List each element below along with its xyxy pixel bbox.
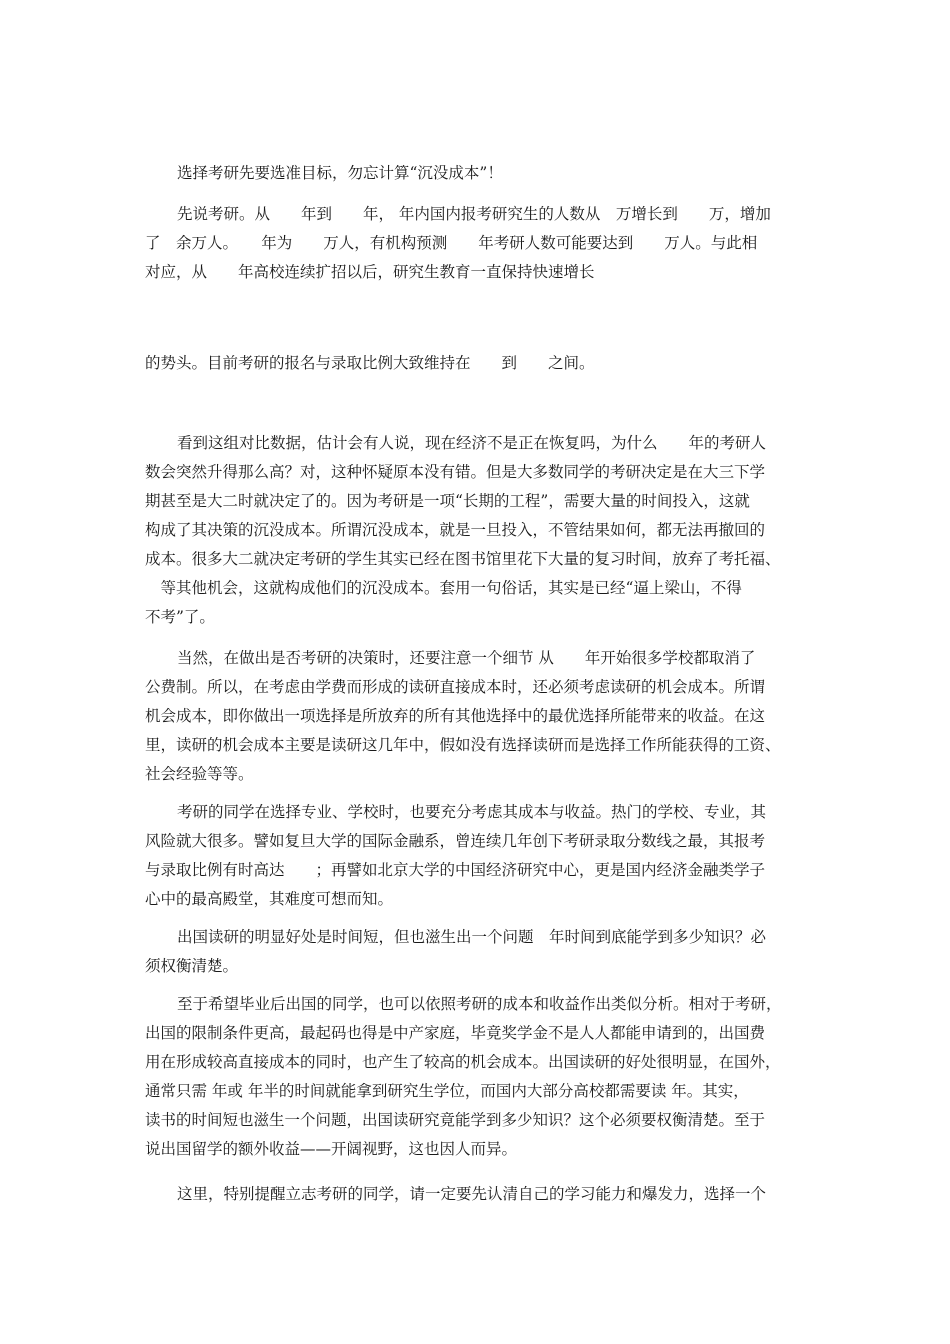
text-line: 对应，从 年高校连续扩招以后，研究生教育一直保持快速增长 [145,263,595,281]
document-title [145,159,810,188]
text-line: 考研的同学在选择专业、学校时，也要充分考虑其成本与收益。热门的学校、专业，其 [177,803,767,821]
text-line: 了 余万人。 年为 万人，有机构预测 年考研人数可能要达到 万人。与此相 [145,234,758,252]
text-line: 等其他机会，这就构成他们的沉没成本。套用一句俗话，其实是已经“逼上梁山，不得 [145,579,742,597]
paragraph-3 [145,644,810,789]
text-line: 风险就大很多。譬如复旦大学的国际金融系，曾连续几年创下考研录取分数线之最，其报考 [145,832,766,850]
paragraph-2 [145,429,810,632]
paragraph-1 [145,200,810,287]
text-line: 不考”了。 [145,608,215,626]
text-line: 出国读研的明显好处是时间短，但也滋生出一个问题 年时间到底能学到多少知识？必 [177,928,767,946]
text-line: 须权衡清楚。 [145,957,239,975]
text-line: 成本。很多大二就决定考研的学生其实已经在图书馆里花下大量的复习时间，放弃了考托福、 [145,550,781,568]
text-line: 社会经验等等。 [145,765,254,783]
text-line: 心中的最高殿堂，其难度可想而知。 [145,890,394,908]
text-line: 先说考研。从 年到 年， 年内国内报考研究生的人数从 万增长到 万，增加 [177,205,771,223]
text-line: 当然，在做出是否考研的决策时，还要注意一个细节 从 年开始很多学校都取消了 [177,649,756,667]
title-line: 选择考研先要选准目标，勿忘计算“沉没成本”！ [177,164,503,182]
text-line: 里，读研的机会成本主要是读研这几年中，假如没有选择读研而是选择工作所能获得的工资、 [145,736,781,754]
text-line: 读书的时间短也滋生一个问题，出国读研究竟能学到多少知识？这个必须要权衡清楚。至于 [145,1111,766,1129]
paragraph-4 [145,798,810,914]
text-line: 数会突然升得那么高？对，这种怀疑原本没有错。但是大多数同学的考研决定是在大三下学 [145,463,766,481]
text-line: 的势头。目前考研的报名与录取比例大致维持在 到 之间。 [145,354,595,372]
paragraph-7 [145,1180,810,1209]
text-line: 构成了其决策的沉没成本。所谓沉没成本，就是一旦投入，不管结果如何，都无法再撤回的 [145,521,766,539]
paragraph-5 [145,923,810,981]
text-line: 说出国留学的额外收益——开阔视野，这也因人而异。 [145,1140,518,1158]
text-line: 与录取比例有时高达 ；再譬如北京大学的中国经济研究中心，更是国内经济金融类学子 [145,861,766,879]
text-line: 通常只需 年或 年半的时间就能拿到研究生学位，而国内大部分高校都需要读 年。其实， [145,1082,749,1100]
text-line: 公费制。所以，在考虑由学费而形成的读研直接成本时，还必须考虑读研的机会成本。所谓 [145,678,766,696]
paragraph-1-continued [145,349,810,378]
text-line: 用在形成较高直接成本的同时，也产生了较高的机会成本。出国读研的好处很明显，在国外， [145,1053,781,1071]
paragraph-6 [145,990,810,1164]
text-line: 看到这组对比数据，估计会有人说，现在经济不是正在恢复吗，为什么 年的考研人 [177,434,767,452]
text-line: 至于希望毕业后出国的同学，也可以依照考研的成本和收益作出类似分析。相对于考研， [177,995,782,1013]
text-line: 这里，特别提醒立志考研的同学，请一定要先认清自己的学习能力和爆发力，选择一个 [177,1185,767,1203]
text-line: 期甚至是大二时就决定了的。因为考研是一项“长期的工程”，需要大量的时间投入，这就 [145,492,750,510]
text-line: 出国的限制条件更高，最起码也得是中产家庭，毕竟奖学金不是人人都能申请到的，出国费 [145,1024,766,1042]
text-line: 机会成本，即你做出一项选择是所放弃的所有其他选择中的最优选择所能带来的收益。在这 [145,707,766,725]
